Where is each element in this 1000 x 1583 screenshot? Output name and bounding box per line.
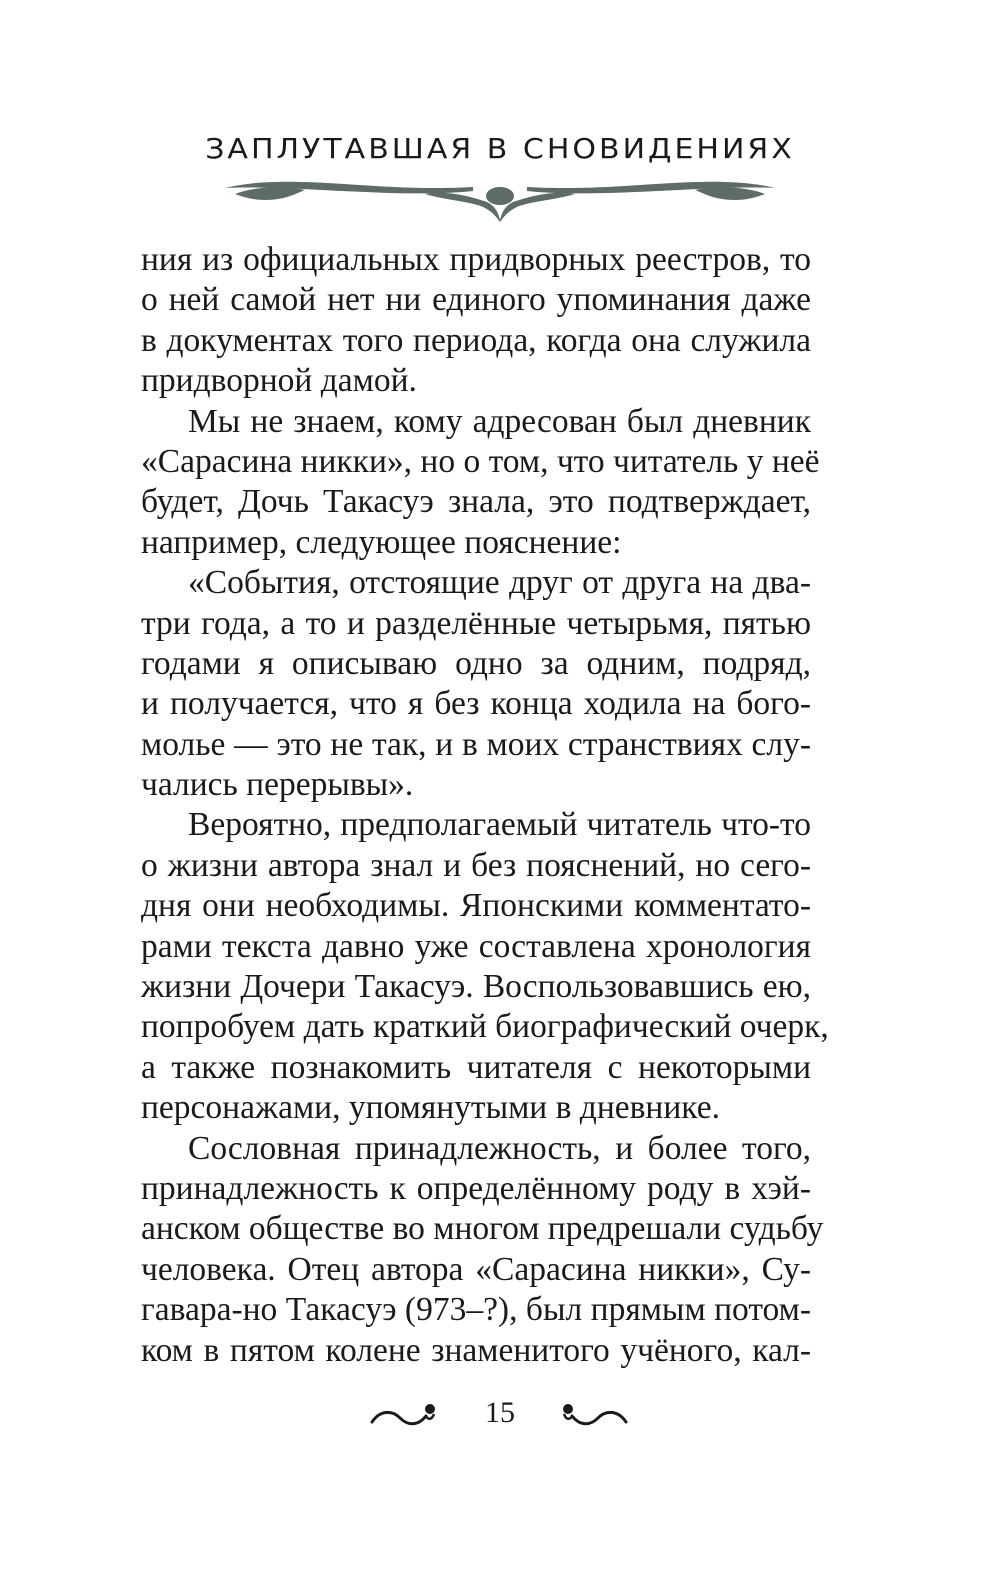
text-line: Сословная принадлежность, и более того, bbox=[188, 1129, 811, 1167]
text-line: о ней самой нет ни единого упоминания даже bbox=[141, 281, 811, 319]
text-line: годами я описываю одно за одним, подряд, bbox=[141, 644, 811, 682]
text-line: и получается, что я без конца ходила на бого- bbox=[141, 685, 811, 723]
page-number: 15 bbox=[485, 1396, 515, 1429]
text-line: придворной дамой. bbox=[141, 362, 417, 400]
text-line: ния из официальных придворных реестров, то bbox=[141, 241, 811, 278]
text-line: будет, Дочь Такасуэ знала, это подтверждает, bbox=[141, 483, 811, 521]
text-line: жизни Дочери Такасуэ. Воспользовавшись ею, bbox=[141, 968, 811, 1006]
text-line: «Сарасина никки», но о том, что читатель у неё bbox=[141, 442, 820, 480]
text-line: гавара-но Такасуэ (973–?), был прямым потом- bbox=[141, 1291, 811, 1329]
text-line: рами текста давно уже составлена хронология bbox=[141, 927, 811, 965]
text-line: молье — это не так, и в моих странствиях слу- bbox=[141, 725, 811, 763]
text-line: а также познакомить читателя с некоторыми bbox=[141, 1048, 811, 1086]
text-line: три года, а то и разделённые четырьмя, пятью bbox=[141, 604, 811, 642]
text-line: дня они необходимы. Японскими комментато- bbox=[141, 887, 811, 925]
text-line: например, следующее пояснение: bbox=[141, 523, 622, 561]
text-line: Вероятно, предполагаемый читатель что-то bbox=[188, 806, 811, 844]
text-line: человека. Отец автора «Сарасина никки», Су- bbox=[141, 1250, 811, 1288]
text-line: о жизни автора знал и без пояснений, но сего- bbox=[141, 846, 811, 884]
body-text bbox=[141, 240, 829, 1371]
text-line: «События, отстоящие друг от друга на два- bbox=[188, 564, 811, 602]
text-line: Мы не знаем, кому адресован был дневник bbox=[188, 402, 811, 440]
footer-ornament-left bbox=[370, 1392, 450, 1438]
text-line: персонажами, упомянутыми в дневнике. bbox=[141, 1089, 720, 1127]
text-line: принадлежность к определённому роду в хэй- bbox=[141, 1169, 811, 1207]
text-line: анском обществе во многом предрешали судьбу bbox=[141, 1210, 824, 1248]
footer-ornament-right bbox=[548, 1392, 628, 1438]
running-header bbox=[0, 132, 1000, 167]
text-line: попробуем дать краткий биографический очерк, bbox=[141, 1008, 829, 1046]
text-line: чались перерывы». bbox=[141, 766, 414, 804]
running-header-title: ЗАПЛУТАВШАЯ В СНОВИДЕНИЯХ bbox=[205, 133, 795, 166]
text-line: ком в пятом колене знаменитого учёного, кал- bbox=[141, 1331, 811, 1369]
text-line: в документах того периода, когда она служила bbox=[141, 321, 811, 359]
header-ornament bbox=[225, 172, 775, 222]
page-footer bbox=[370, 1392, 630, 1438]
